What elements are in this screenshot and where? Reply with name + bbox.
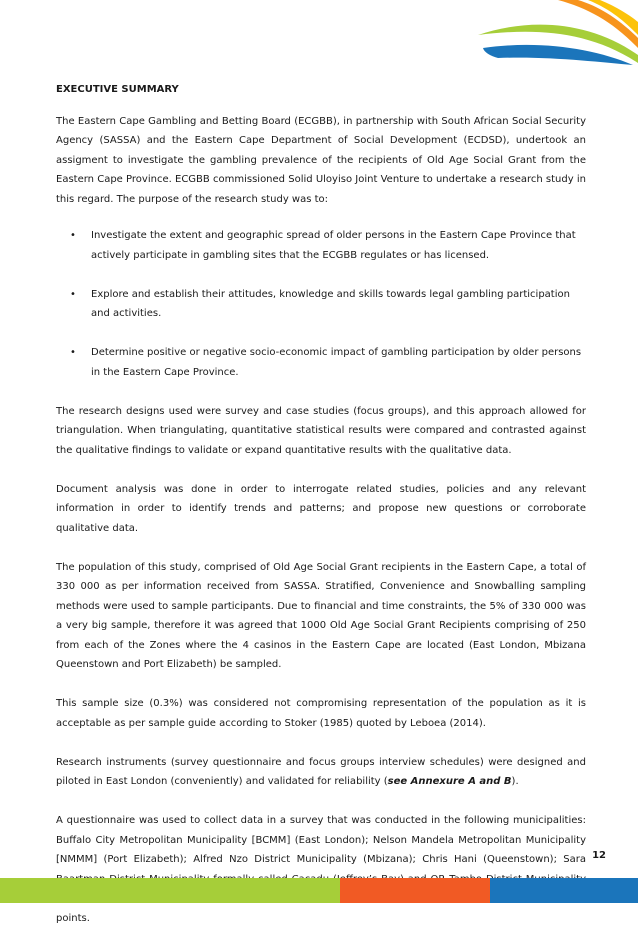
- document-body: [56, 80, 586, 948]
- sample-size-paragraph: This sample size (0.3%) was considered not compromising representation of the population as it is acceptable as per sample guide according to Stoker (1985) quoted by Leboea (2014).: [56, 698, 586, 729]
- population-paragraph: The population of this study, comprised of Old Age Social Grant recipients in the Eastern Cape, a total of 330 000 as per information received from SASSA. Stratified, Convenience and Snowballing sampling methods were used to sample participants. Due to financial and time constraints, the 5% of 330 000 was a very big sample, therefore it was agreed that 1000 Old Age Social Grant Recipients comprising of 250 from each of the Zones where the 4 casinos in the Eastern Cape are located (East London, Mbizana Queenstown and Port Elizabeth) be sampled.: [56, 561, 586, 670]
- instruments-text-end: ).: [511, 776, 519, 787]
- questionnaire-paragraph: A questionnaire was used to collect data in a survey that was conducted in the following municipalities: Buffalo City Metropolitan Municipality [BCMM] (East London); Nelson Mandela Metropolitan Municipality [NMMM] (Port Elizabeth); Alfred Nzo District Municipality (Mbizana); Chris Hani (Queenstown); Sara points.: [56, 815, 586, 924]
- section-heading: EXECUTIVE SUMMARY: [56, 84, 179, 95]
- footer-color-bar: [0, 878, 638, 903]
- purpose-item: • Investigate the extent and geographic spread of older persons in the Eastern Cape Province that actively participate in gambling sites that the ECGBB regulates or has licensed.: [56, 226, 586, 265]
- footer-blue-segment: [490, 878, 638, 903]
- instruments-text: Research instruments (survey questionnaire and focus groups interview schedules) were designed and piloted in East London (conveniently) and validated for reliability (: [56, 756, 586, 787]
- document-analysis-paragraph: Document analysis was done in order to interrogate related studies, policies and any relevant information in order to identify trends and patterns; and propose new questions or corroborate qualitative data.: [56, 483, 586, 534]
- purpose-item: • Explore and establish their attitudes, knowledge and skills towards legal gambling participation and activities.: [56, 285, 586, 324]
- intro-paragraph: The Eastern Cape Gambling and Betting Board (ECGBB), in partnership with South African Social Security Agency (SASSA) and the Eastern Cape Department of Social Development (ECDSD), undertook an assigment to investigate the gambling prevalence of the recipients of Old Age Social Grant from the Eastern Cape Province. ECGBB commissioned Solid Uloyiso Joint Venture to undertake a research study in this regard. The purpose of the research study was to:: [56, 115, 586, 205]
- purpose-list: [56, 226, 586, 382]
- footer-green-segment: [0, 878, 340, 903]
- organization-logo-swoosh: [438, 0, 638, 80]
- annexure-reference: see Annexure A and B: [387, 776, 512, 787]
- research-instruments-paragraph: [56, 753, 586, 792]
- footer-orange-segment: [340, 878, 490, 903]
- page-number: 12: [592, 850, 606, 861]
- research-designs-paragraph: The research designs used were survey and case studies (focus groups), and this approach allowed for triangulation. When triangulating, quantitative statistical results were compared and contrasted against the qualitative findings to validate or expand quantitative results with the qualitative data.: [56, 405, 586, 456]
- purpose-item: • Determine positive or negative socio-economic impact of gambling participation by older persons in the Eastern Cape Province.: [56, 343, 586, 382]
